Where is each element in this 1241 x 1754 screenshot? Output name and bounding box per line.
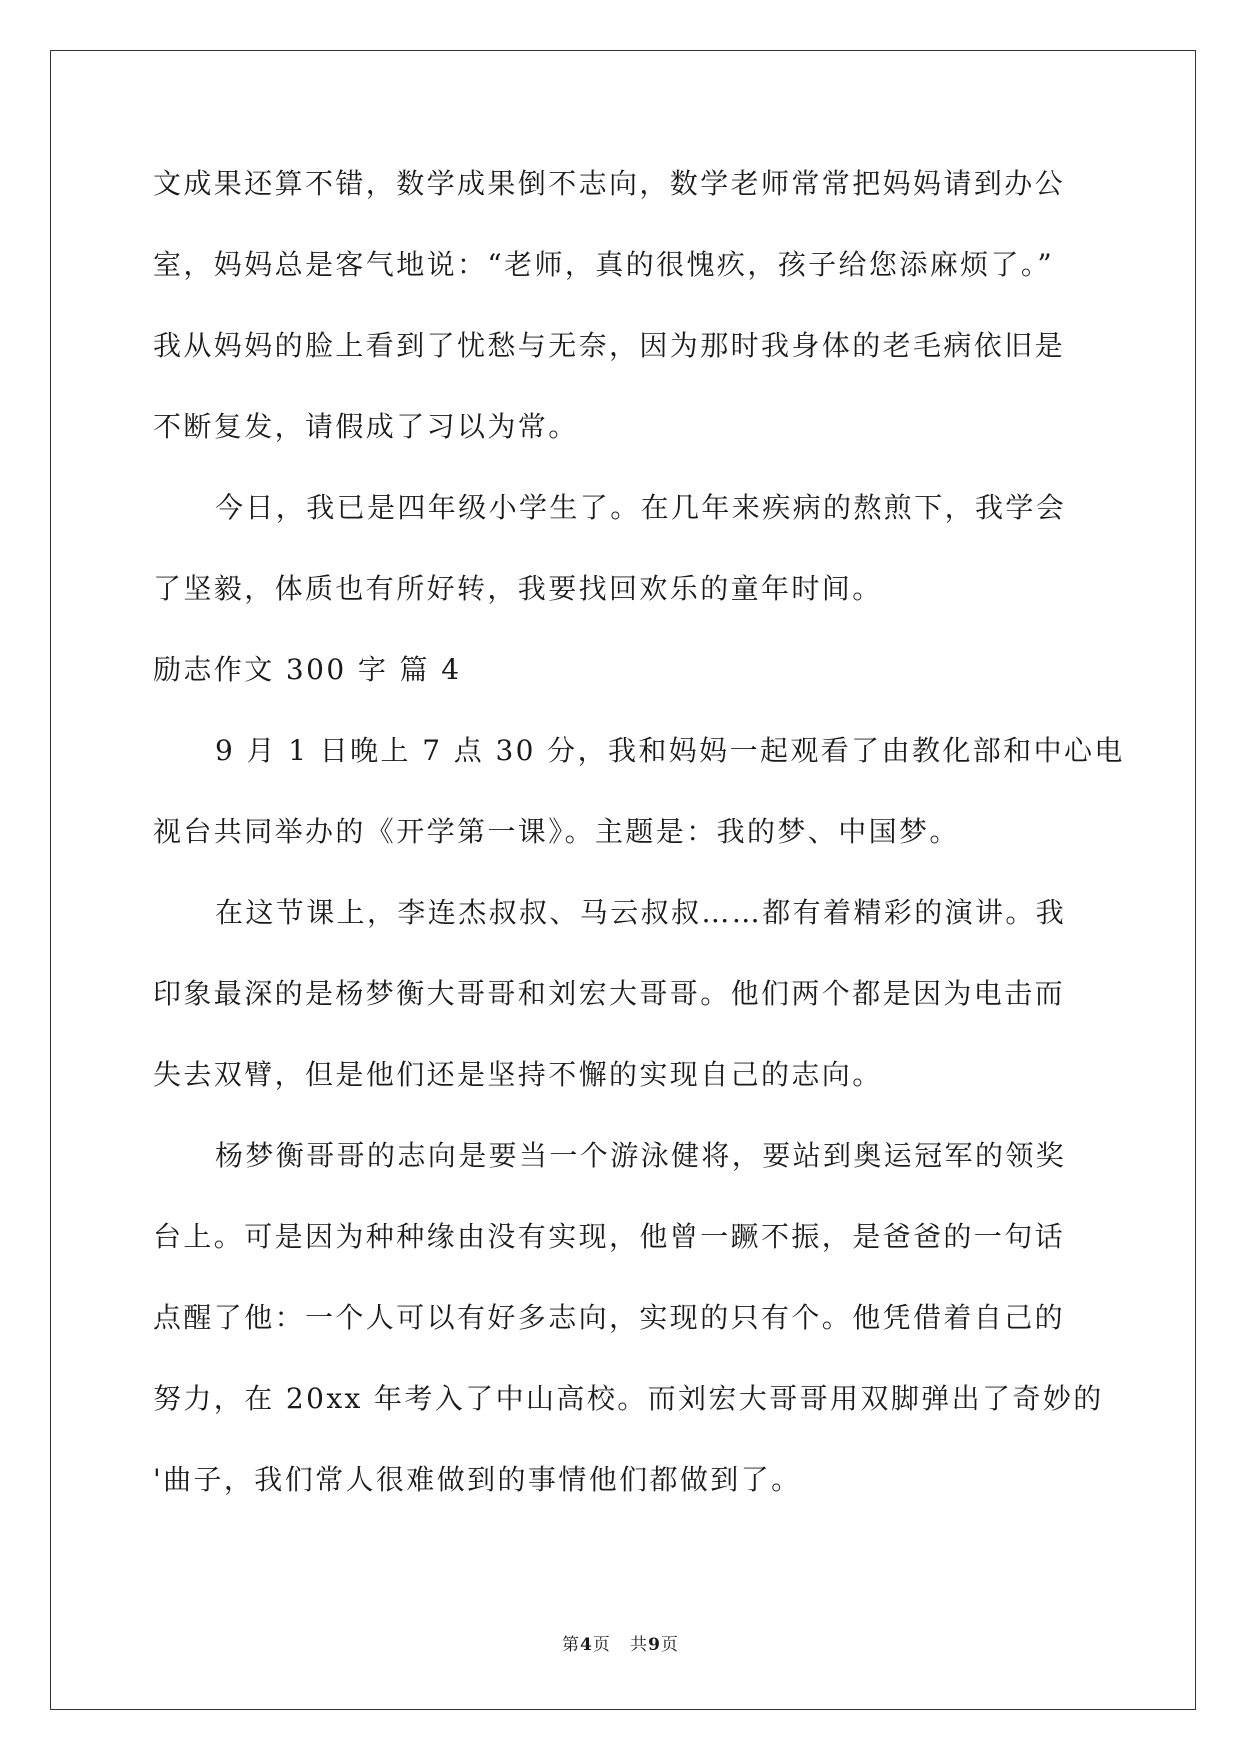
- paragraph-line: 印象最深的是杨梦衡大哥哥和刘宏大哥哥。他们两个都是因为电击而: [153, 977, 1066, 1010]
- footer-prefix: 第: [562, 1635, 581, 1655]
- paragraph-line: 点醒了他：一个人可以有好多志向，实现的只有个。他凭借着自己的: [153, 1301, 1066, 1334]
- paragraph-line: 9 月 1 日晚上 7 点 30 分，我和妈妈一起观看了由教化部和中心电: [215, 734, 1125, 767]
- paragraph-line: 今日，我已是四年级小学生了。在几年来疾病的熬煎下，我学会: [215, 491, 1067, 524]
- paragraph-line: 室，妈妈总是客气地说：“老师，真的很愧疚，孩子给您添麻烦了。”: [153, 248, 1055, 281]
- paragraph-line: 视台共同举办的《开学第一课》。主题是：我的梦、中国梦。: [153, 815, 960, 848]
- paragraph-line: 了坚毅，体质也有所好转，我要找回欢乐的童年时间。: [153, 572, 883, 605]
- paragraph-line: 我从妈妈的脸上看到了忧愁与无奈，因为那时我身体的老毛病依旧是: [153, 329, 1066, 362]
- paragraph-line: 杨梦衡哥哥的志向是要当一个游泳健将，要站到奥运冠军的领奖: [215, 1139, 1067, 1172]
- paragraph-line: 文成果还算不错，数学成果倒不志向，数学老师常常把妈妈请到办公: [153, 167, 1066, 200]
- document-body: [153, 163, 1125, 1540]
- paragraph-line: 台上。可是因为种种缘由没有实现，他曾一蹶不振，是爸爸的一句话: [153, 1220, 1066, 1253]
- paragraph-line: 不断复发，请假成了习以为常。: [153, 410, 579, 443]
- paragraph-line: 失去双臂，但是他们还是坚持不懈的实现自己的志向。: [153, 1058, 883, 1091]
- footer-total-prefix: 共: [630, 1635, 649, 1655]
- page-footer: [0, 1630, 1241, 1655]
- paragraph-line: 努力，在 20xx 年考入了中山高校。而刘宏大哥哥用双脚弹出了奇妙的: [153, 1382, 1104, 1415]
- paragraph-line: '曲子，我们常人很难做到的事情他们都做到了。: [153, 1463, 802, 1496]
- footer-total-label: 页: [660, 1635, 679, 1655]
- current-page-number: 4: [580, 1635, 593, 1655]
- total-page-number: 9: [648, 1635, 661, 1655]
- section-heading: 励志作文 300 字 篇 4: [153, 653, 462, 686]
- footer-page-label: 页: [592, 1635, 611, 1655]
- paragraph-line: 在这节课上，李连杰叔叔、马云叔叔……都有着精彩的演讲。我: [215, 896, 1067, 929]
